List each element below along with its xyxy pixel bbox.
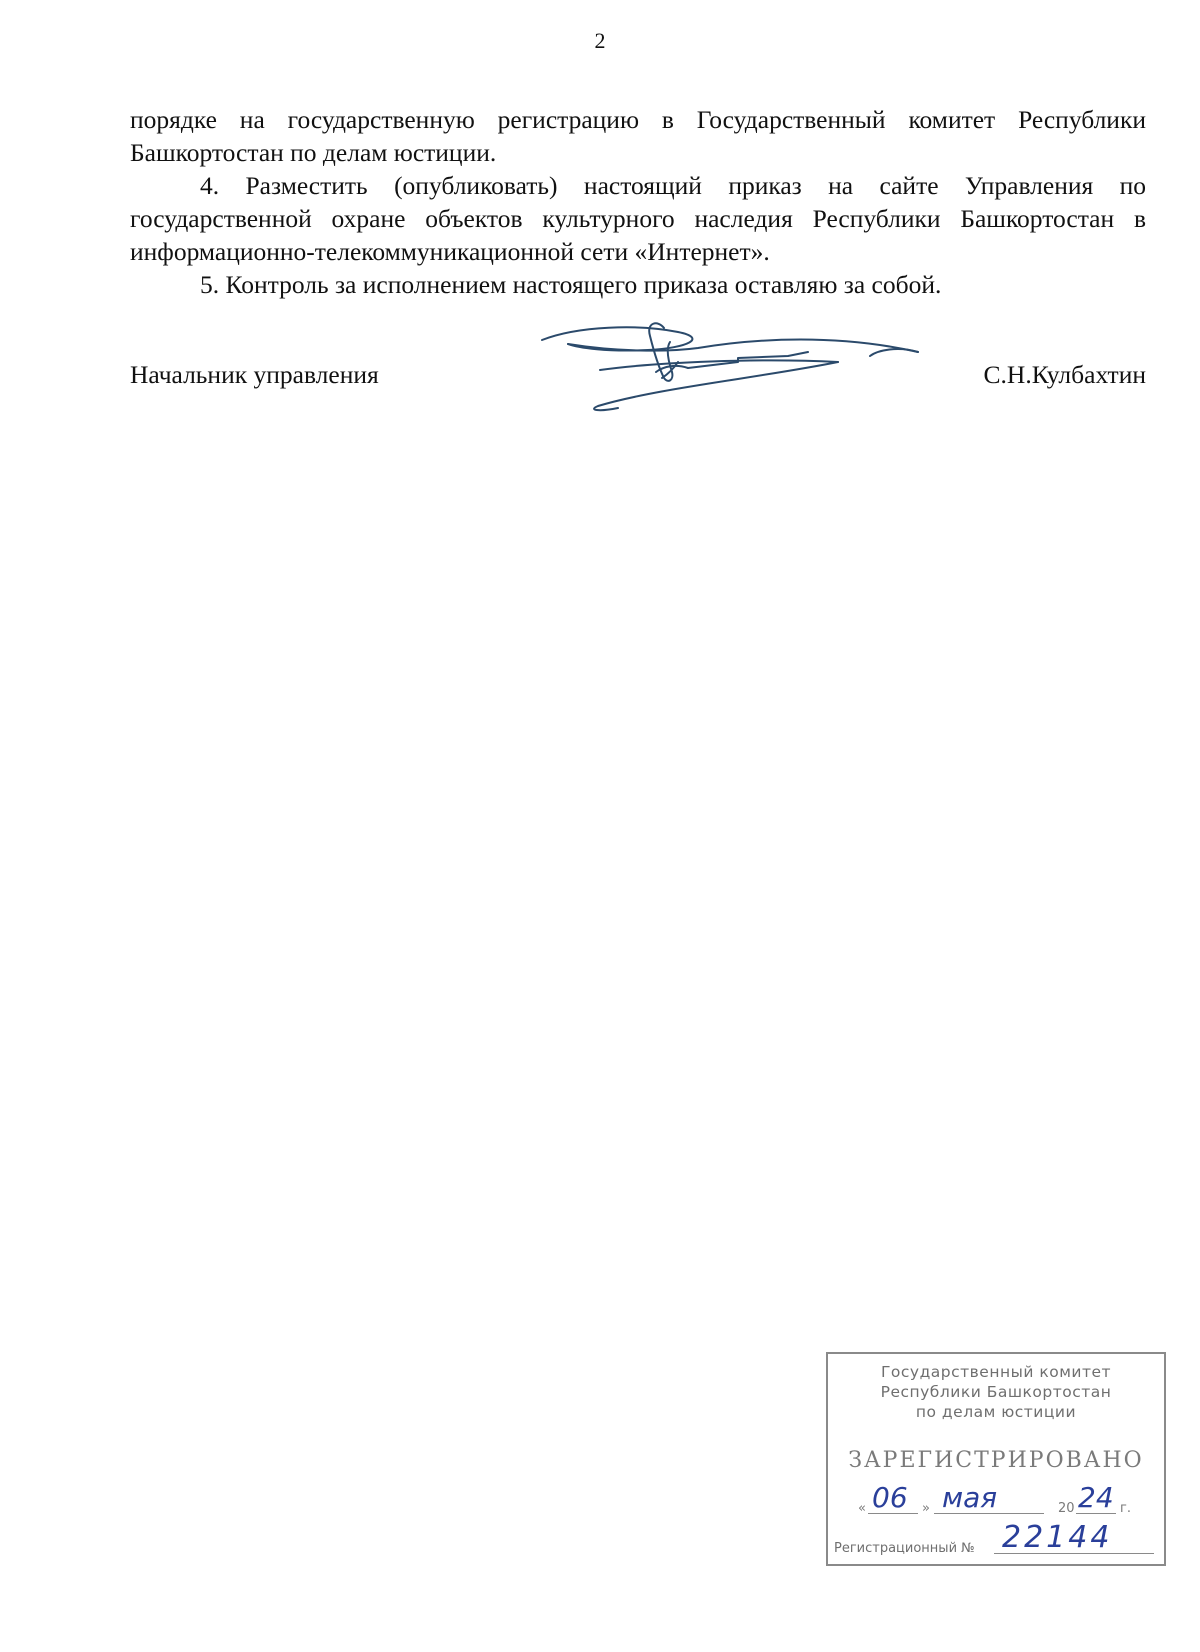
stamp-year-handwritten: 24	[1078, 1481, 1114, 1514]
handwritten-signature	[538, 322, 938, 416]
paragraph-item-5: 5. Контроль за исполнением настоящего приказа оставляю за собой.	[200, 270, 942, 299]
signatory-name: С.Н.Кулбахтин	[983, 360, 1146, 389]
date-quote-open: «	[858, 1501, 866, 1516]
stamp-org-line-1: Государственный комитет	[880, 1363, 1112, 1381]
stamp-month-handwritten: мая	[942, 1481, 998, 1514]
registration-number-label: Регистрационный №	[834, 1541, 975, 1556]
stamp-day-handwritten: 06	[872, 1481, 908, 1514]
stamp-organization	[828, 1362, 1164, 1422]
document-body	[130, 103, 1146, 301]
date-quote-close: »	[922, 1501, 930, 1516]
registration-number-handwritten: 22144	[1002, 1520, 1113, 1555]
paragraph-item-4: 4. Разместить (опубликовать) настоящий приказ на сайте Управления по государственной охране объектов культурного наследия Республики Башкортостан в информационно-телекоммуникационной сети «Интернет».	[130, 171, 1146, 266]
stamp-date	[858, 1482, 1148, 1522]
stamp-org-line-3: по делам юстиции	[915, 1403, 1077, 1421]
signatory-title: Начальник управления	[130, 360, 379, 389]
stamp-registration-number	[834, 1520, 1164, 1562]
date-year-unit: г.	[1120, 1501, 1131, 1516]
date-year-prefix: 20	[1058, 1501, 1075, 1516]
paragraph-continuation: порядке на государственную регистрацию в Государственный комитет Республики Башкортостан по делам юстиции.	[130, 105, 1146, 167]
page-number: 2	[594, 28, 606, 53]
stamp-status: ЗАРЕГИСТРИРОВАНО	[848, 1448, 1144, 1473]
stamp-org-line-2: Республики Башкортостан	[880, 1383, 1112, 1401]
registration-stamp	[826, 1352, 1166, 1566]
